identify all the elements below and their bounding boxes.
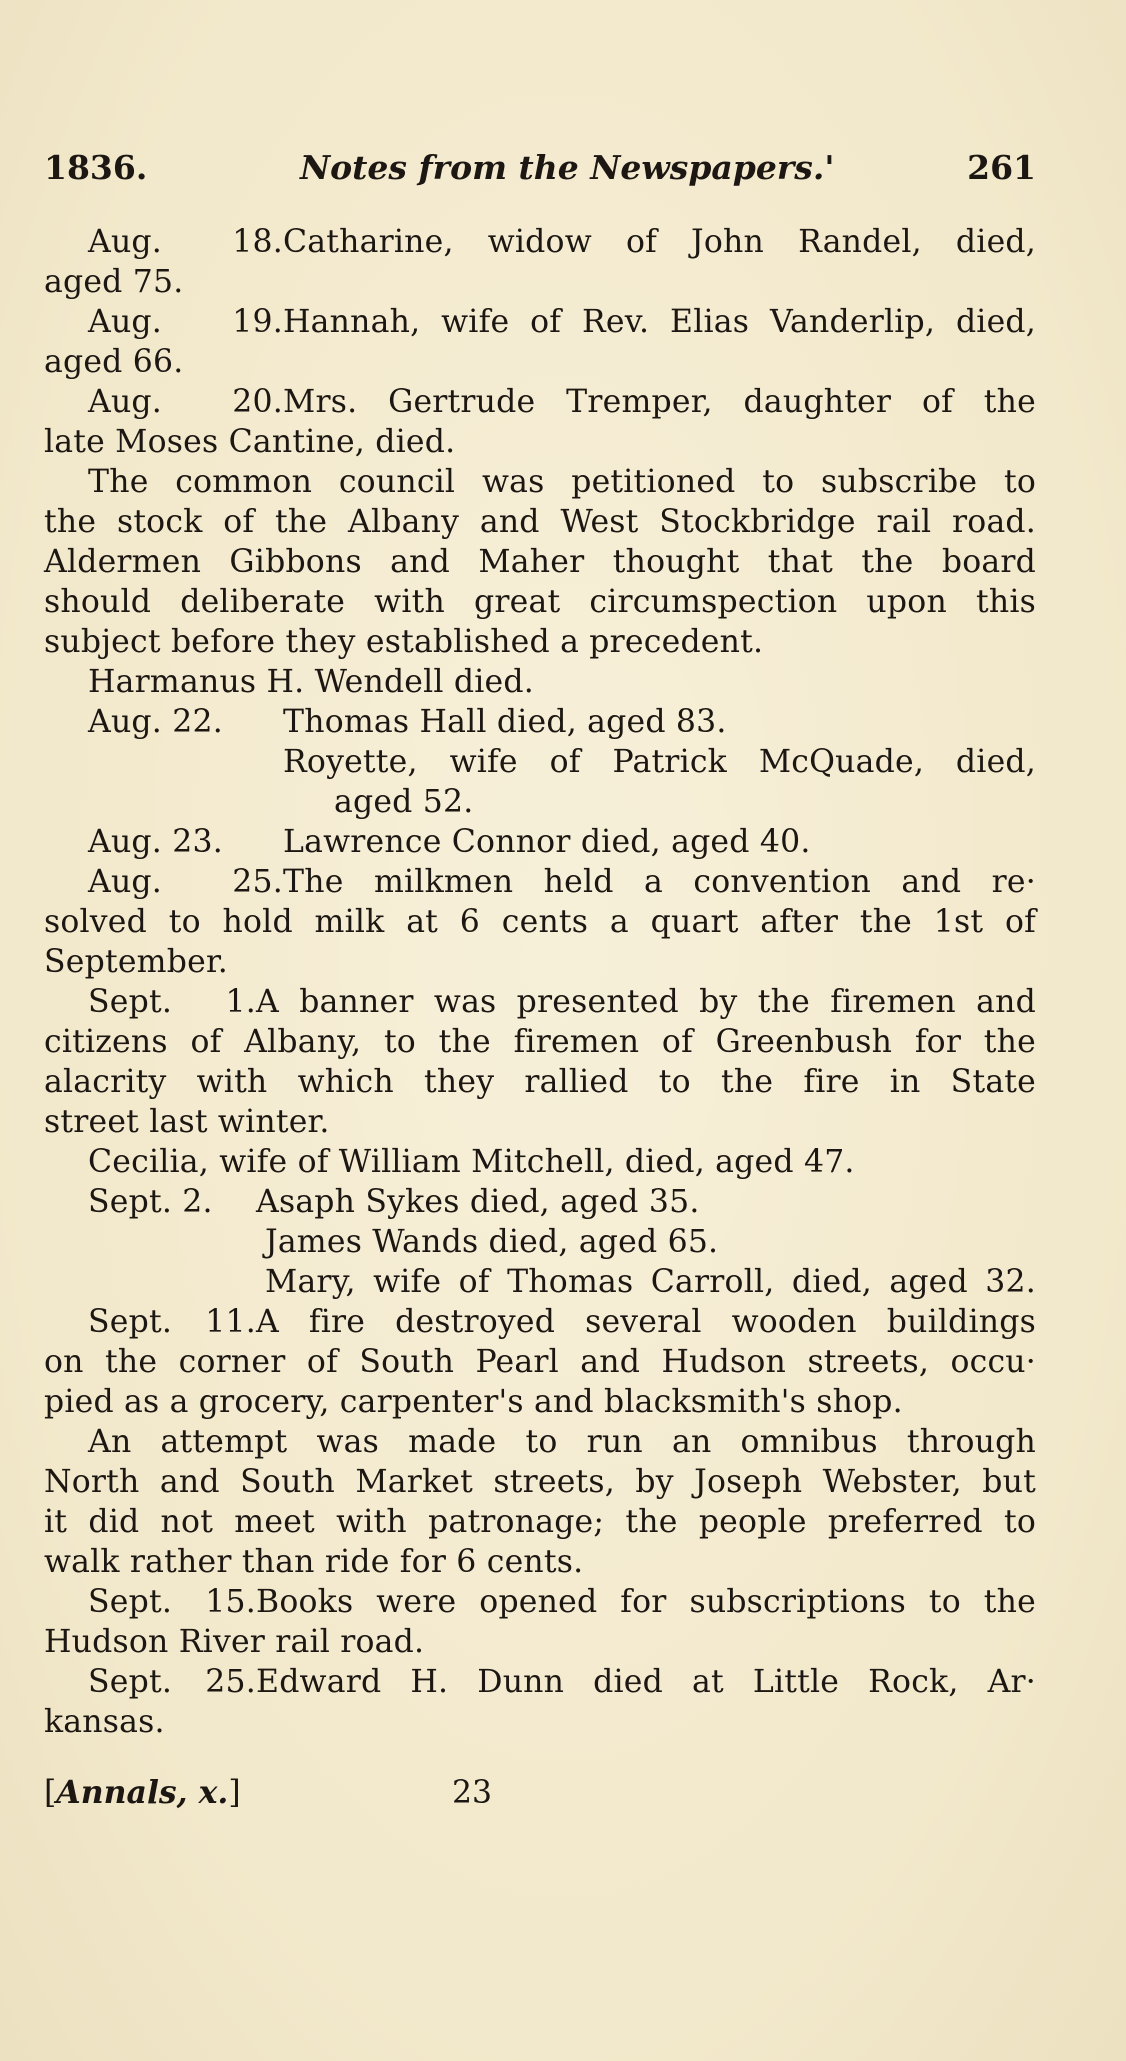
header-title: Notes from the Newspapers.' (300, 148, 835, 187)
entry-date: Sept. 15. (88, 1584, 256, 1620)
header-year: 1836. (44, 148, 148, 187)
signature-number: 23 (452, 1775, 493, 1811)
line-text: Harmanus H. Wendell died. (88, 664, 534, 700)
line-text: Cecilia, wife of William Mitchell, died, aged 47. (88, 1144, 855, 1180)
bracket-close: ] (228, 1775, 241, 1811)
line-text: aged 75. (44, 264, 184, 300)
text-line (44, 1582, 1036, 1622)
line-text: solved to hold milk at 6 cents a quart after the 1st of (44, 904, 1036, 940)
entry-date: Sept. 25. (88, 1664, 256, 1700)
text-line (44, 1302, 1036, 1342)
line-text: aged 52. (334, 784, 474, 820)
line-text: Mary, wife of Thomas Carroll, died, aged 32. (265, 1264, 1036, 1300)
text-line (44, 582, 1036, 622)
text-line (44, 902, 1036, 942)
line-text: Lawrence Connor died, aged 40. (283, 824, 811, 860)
line-text: street last winter. (44, 1104, 330, 1140)
line-text: North and South Market streets, by Joseph Webster, but (44, 1464, 1036, 1500)
text-line (44, 382, 1036, 422)
text-line (44, 542, 1036, 582)
text-line (44, 862, 1036, 902)
text-line (44, 782, 1036, 822)
entry-date: Aug. 19. (88, 304, 283, 340)
line-text: James Wands died, aged 65. (265, 1224, 719, 1260)
line-text: walk rather than ride for 6 cents. (44, 1544, 584, 1580)
line-text: Aldermen Gibbons and Maher thought that the board (44, 544, 1036, 580)
text-line (44, 1542, 1036, 1582)
text-line (44, 1062, 1036, 1102)
signature-line (44, 1773, 644, 1813)
entry-date: Aug. 23. (88, 824, 223, 860)
text-line (44, 462, 1036, 502)
text-line (44, 1502, 1036, 1542)
line-text: aged 66. (44, 344, 184, 380)
line-text: the stock of the Albany and West Stockbridge rail road. (44, 504, 1036, 540)
body-text (44, 222, 1036, 1742)
entry-date: Sept. 11. (88, 1304, 256, 1340)
text-line (44, 262, 1036, 302)
line-text: alacrity with which they rallied to the fire in State (44, 1064, 1036, 1100)
page-number: 261 (967, 148, 1036, 187)
text-line (44, 1662, 1036, 1702)
signature-mark (44, 1773, 241, 1813)
text-line (44, 1462, 1036, 1502)
line-text: pied as a grocery, carpenter's and blacksmith's shop. (44, 1384, 903, 1420)
line-text: Mrs. Gertrude Tremper, daughter of the (283, 384, 1036, 420)
text-line (44, 1142, 1036, 1182)
line-text: A fire destroyed several wooden buildings (256, 1304, 1036, 1340)
line-text: on the corner of South Pearl and Hudson streets, occu· (44, 1344, 1036, 1380)
text-line (44, 982, 1036, 1022)
entry-date: Sept. 1. (88, 984, 256, 1020)
line-text: Asaph Sykes died, aged 35. (256, 1184, 700, 1220)
line-text: Hudson River rail road. (44, 1624, 425, 1660)
line-text: it did not meet with patronage; the people preferred to (44, 1504, 1036, 1540)
text-line (44, 222, 1036, 262)
line-text: A banner was presented by the firemen and (256, 984, 1036, 1020)
line-text: subject before they established a precedent. (44, 624, 764, 660)
text-line (44, 662, 1036, 702)
line-text: September. (44, 944, 228, 980)
text-line (44, 302, 1036, 342)
text-line (44, 1222, 1036, 1262)
entry-date: Aug. 22. (88, 704, 223, 740)
line-text: Catharine, widow of John Randel, died, (283, 224, 1036, 260)
text-line (44, 1702, 1036, 1742)
text-line (44, 502, 1036, 542)
text-line (44, 942, 1036, 982)
text-line (44, 1622, 1036, 1662)
text-line (44, 422, 1036, 462)
line-text: The common council was petitioned to subscribe to (88, 464, 1036, 500)
text-line (44, 742, 1036, 782)
line-text: should deliberate with great circumspection upon this (44, 584, 1036, 620)
text-line (44, 1422, 1036, 1462)
entry-date: Aug. 25. (88, 864, 283, 900)
text-line (44, 1022, 1036, 1062)
text-line (44, 622, 1036, 662)
line-text: Hannah, wife of Rev. Elias Vanderlip, died, (283, 304, 1036, 340)
text-line (44, 1182, 1036, 1222)
text-line (44, 1382, 1036, 1422)
entry-date: Sept. 2. (88, 1184, 213, 1220)
line-text: citizens of Albany, to the firemen of Greenbush for the (44, 1024, 1036, 1060)
line-text: Royette, wife of Patrick McQuade, died, (283, 744, 1036, 780)
entry-date: Aug. 20. (88, 384, 283, 420)
signature-text: Annals, x. (56, 1774, 229, 1811)
running-header (44, 146, 1036, 190)
line-text: Edward H. Dunn died at Little Rock, Ar· (256, 1664, 1036, 1700)
text-line (44, 342, 1036, 382)
text-line (44, 1102, 1036, 1142)
text-line (44, 1342, 1036, 1382)
text-line (44, 1262, 1036, 1302)
text-line (44, 822, 1036, 862)
entry-date: Aug. 18. (88, 224, 283, 260)
text-line (44, 702, 1036, 742)
line-text: late Moses Cantine, died. (44, 424, 456, 460)
line-text: Books were opened for subscriptions to the (256, 1584, 1036, 1620)
line-text: The milkmen held a convention and re· (283, 864, 1036, 900)
line-text: An attempt was made to run an omnibus through (88, 1424, 1036, 1460)
line-text: kansas. (44, 1704, 165, 1740)
bracket-open: [ (44, 1775, 57, 1811)
line-text: Thomas Hall died, aged 83. (283, 704, 727, 740)
